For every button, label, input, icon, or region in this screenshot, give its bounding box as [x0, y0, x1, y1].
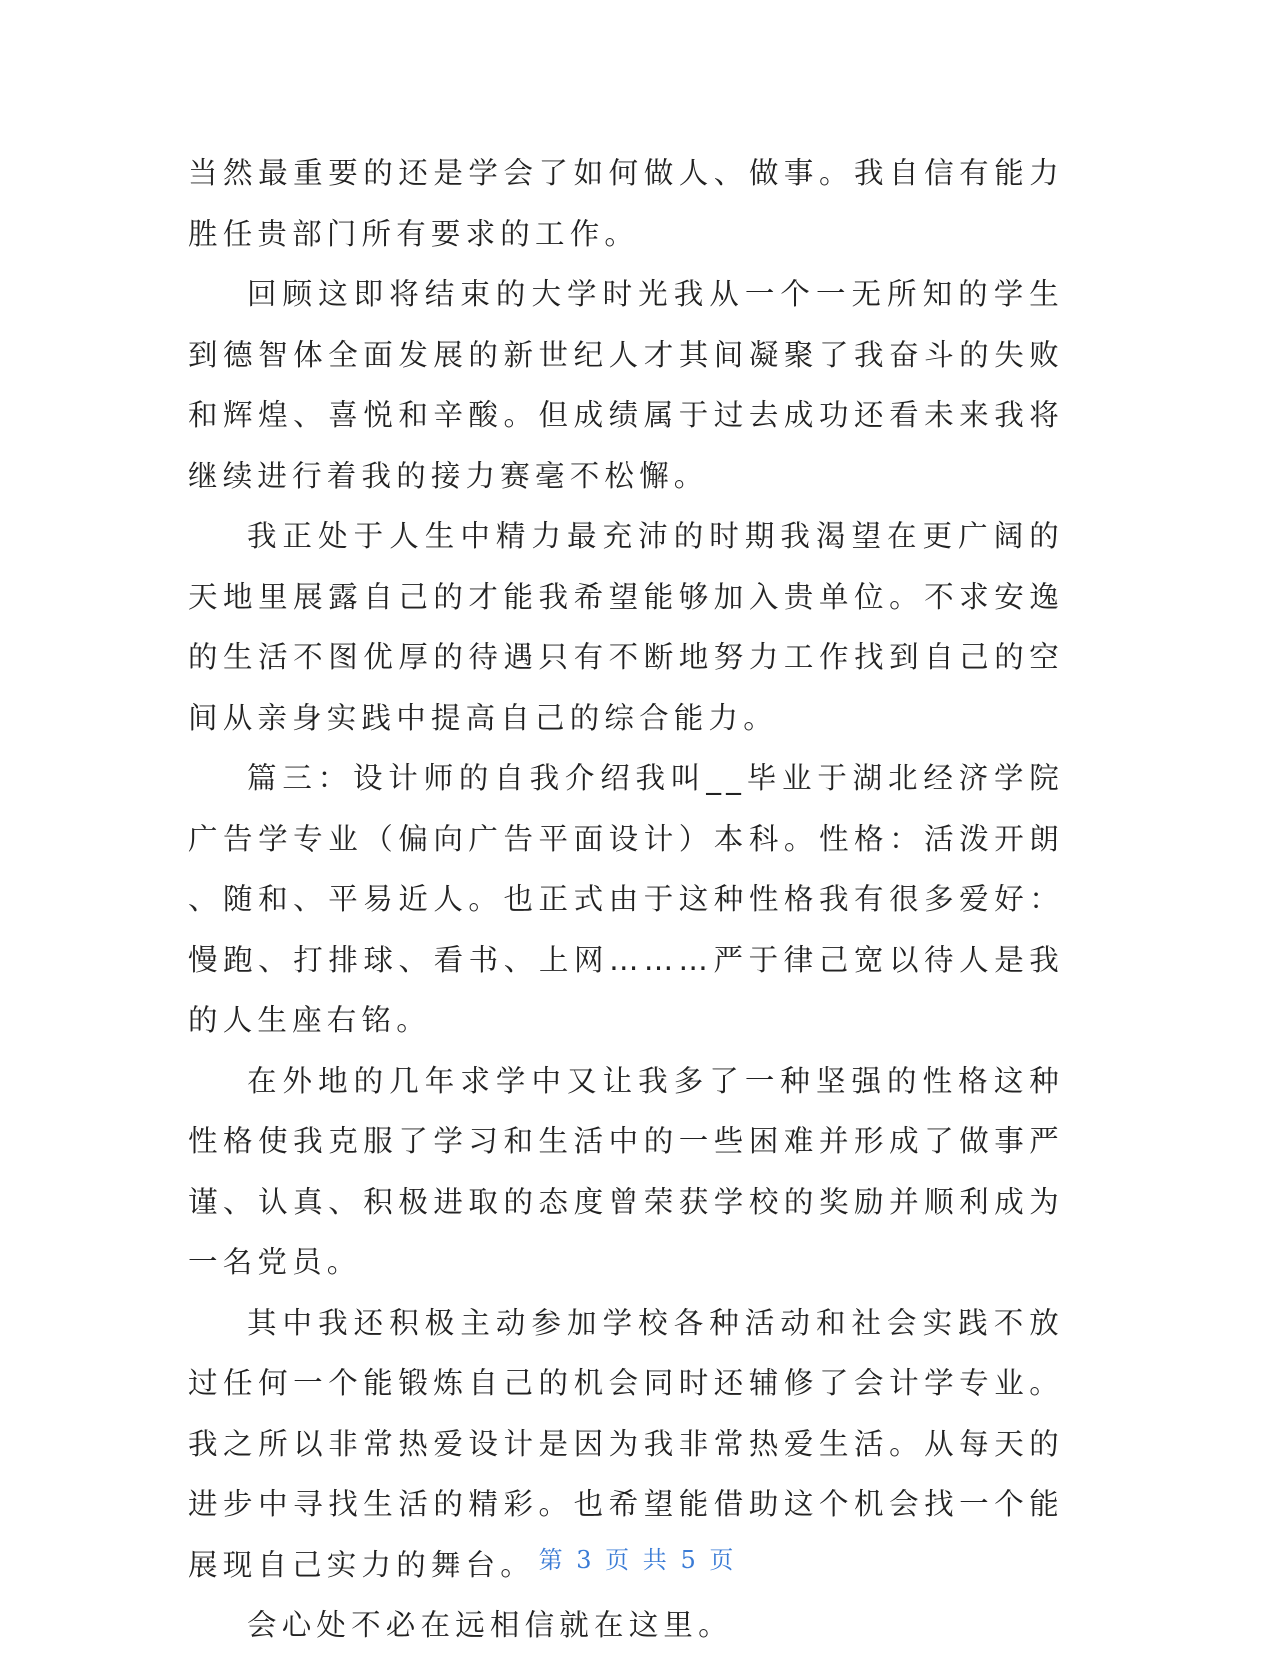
- paragraph-4: 篇三：设计师的自我介绍我叫__毕业于湖北经济学院广告学专业（偏向广告平面设计）本科。性格：活泼开朗、随和、平易近人。也正式由于这种性格我有很多爱好：慢跑、打排球、看书、上网………严于律己宽以待人是我的人生座右铭。: [188, 761, 1064, 1037]
- paragraph-6: 其中我还积极主动参加学校各种活动和社会实践不放过任何一个能锻炼自己的机会同时还辅修了会计学专业。我之所以非常热爱设计是因为我非常热爱生活。从每天的进步中寻找生活的精彩。也希望能借助这个机会找一个能展现自己实力的舞台。: [188, 1305, 1064, 1582]
- paragraph-7: 会心处不必在远相信就在这里。: [247, 1608, 733, 1642]
- paragraph-3: 我正处于人生中精力最充沛的时期我渴望在更广阔的天地里展露自己的才能我希望能够加入贵单位。不求安逸的生活不图优厚的待遇只有不断地努力工作找到自己的空间从亲身实践中提高自己的综合能力。: [188, 519, 1064, 735]
- page-number-footer: 第 3 页 共 5 页: [538, 1546, 737, 1574]
- paragraph-2: 回顾这即将结束的大学时光我从一个一无所知的学生到德智体全面发展的新世纪人才其间凝聚了我奋斗的失败和辉煌、喜悦和辛酸。但成绩属于过去成功还看未来我将继续进行着我的接力赛毫不松懈。: [188, 277, 1064, 493]
- paragraph-1: 当然最重要的还是学会了如何做人、做事。我自信有能力胜任贵部门所有要求的工作。: [188, 156, 1064, 251]
- document-body: [188, 143, 1064, 1656]
- paragraph-5: 在外地的几年求学中又让我多了一种坚强的性格这种性格使我克服了学习和生活中的一些困难并形成了做事严谨、认真、积极进取的态度曾荣获学校的奖励并顺利成为一名党员。: [188, 1063, 1064, 1279]
